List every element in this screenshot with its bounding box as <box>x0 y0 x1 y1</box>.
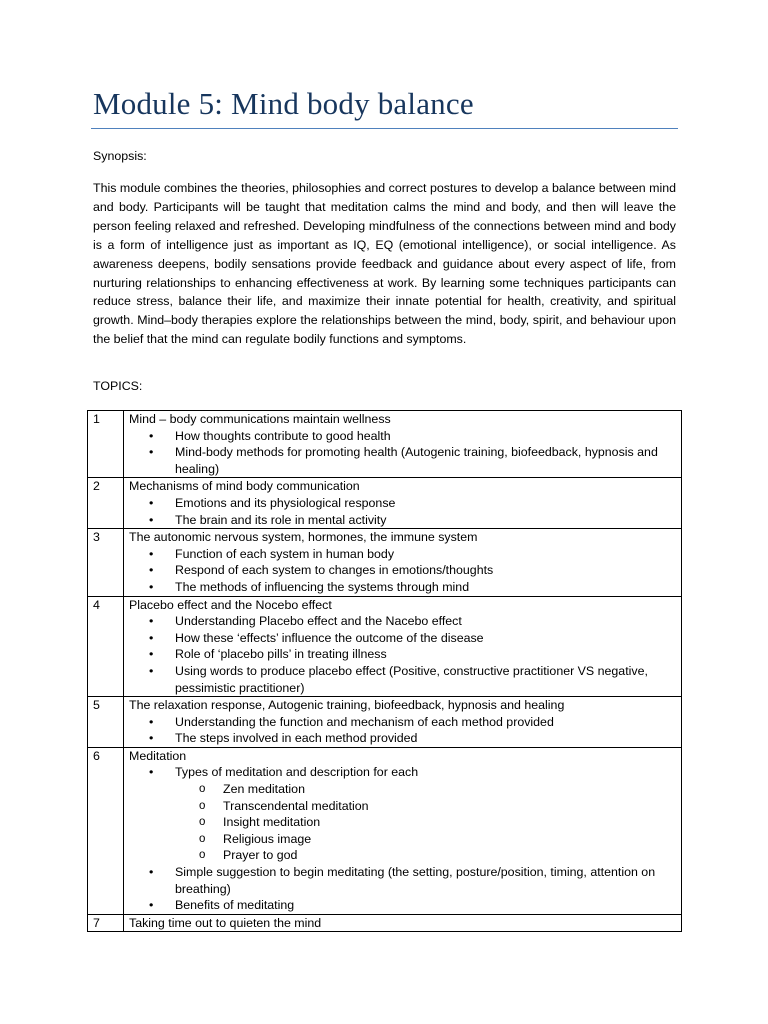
topic-heading: Meditation <box>129 748 187 763</box>
list-item <box>129 579 675 596</box>
list-item <box>129 730 675 747</box>
sub-list-item: o Zen meditation <box>129 781 675 798</box>
topic-heading: Mechanisms of mind body communication <box>129 479 360 494</box>
topic-content <box>124 914 682 932</box>
topic-number: 7 <box>88 914 124 932</box>
sub-list-item: o Religious image <box>129 831 675 848</box>
bullet-text: Benefits of meditating <box>175 898 295 913</box>
topic-bullet-list <box>129 613 675 696</box>
bullet-text: The methods of influencing the systems through mind <box>175 579 470 594</box>
bullet-text: Using words to produce placebo effect (Positive, constructive practitioner VS negative, pessimistic practitioner) <box>175 663 648 695</box>
bullet-text: Emotions and its physiological response <box>175 495 396 510</box>
bullet-text: Understanding the function and mechanism of each method provided <box>175 714 554 729</box>
topics-table <box>87 410 682 932</box>
bullet-text: How thoughts contribute to good health <box>175 428 391 443</box>
list-item <box>129 630 675 647</box>
bullet-text: Mind-body methods for promoting health (Autogenic training, biofeedback, hypnosis and healing) <box>175 445 658 476</box>
list-item <box>129 512 675 529</box>
topic-heading: Placebo effect and the Nocebo effect <box>129 597 332 612</box>
topic-bullet-list <box>129 764 675 913</box>
table-row <box>88 747 682 914</box>
list-item <box>129 663 675 696</box>
topic-number: 5 <box>88 697 124 748</box>
bullet-text: The brain and its role in mental activity <box>175 512 387 527</box>
topics-table-body <box>88 411 682 932</box>
title-underline <box>91 128 678 129</box>
table-row <box>88 529 682 596</box>
list-item <box>129 546 675 563</box>
topics-label: TOPICS: <box>93 379 143 393</box>
topic-number: 2 <box>88 478 124 529</box>
topic-number: 4 <box>88 596 124 697</box>
list-item <box>129 444 675 477</box>
list-item <box>129 646 675 663</box>
bullet-text: Function of each system in human body <box>175 546 395 561</box>
topic-content <box>124 478 682 529</box>
list-item <box>129 495 675 512</box>
topic-heading: The autonomic nervous system, hormones, the immune system <box>129 530 478 545</box>
topic-number: 6 <box>88 747 124 914</box>
list-item <box>129 764 675 864</box>
list-item <box>129 897 675 914</box>
table-row <box>88 596 682 697</box>
bullet-text: Respond of each system to changes in emotions/thoughts <box>175 563 494 578</box>
topic-content <box>124 596 682 697</box>
synopsis-label: Synopsis: <box>93 149 147 163</box>
topic-heading: Taking time out to quieten the mind <box>129 915 322 930</box>
list-item <box>129 714 675 731</box>
bullet-text: How these ‘effects’ influence the outcome of the disease <box>175 630 484 645</box>
list-item <box>129 864 675 897</box>
sub-bullet-list <box>175 781 675 864</box>
list-item <box>129 428 675 445</box>
topic-content <box>124 529 682 596</box>
table-row <box>88 914 682 932</box>
table-row <box>88 411 682 478</box>
table-row <box>88 697 682 748</box>
list-item <box>129 562 675 579</box>
topic-number: 3 <box>88 529 124 596</box>
synopsis-paragraph: This module combines the theories, philosophies and correct postures to develop a balance between mind and body. Participants will be taught that meditation calms the mind and body, and then will leave the person feeling relaxed and refreshed. Developing mindfulness of the connections between mind and body is a form of intelligence just as important as IQ, EQ (emotional intelligence), or social intelligence. As awareness deepens, bodily sensations provide feedback and guidance about every aspect of life, from nurturing relationships to enhancing effectiveness at work. By learning some techniques participants can reduce stress, balance their life, and maximize their innate potential for health, creativity, and spiritual growth. Mind–body therapies explore the relationships between the mind, body, spirit, and behaviour upon the belief that the mind can regulate bodily functions and symptoms. <box>93 181 676 347</box>
topic-bullet-list <box>129 546 675 596</box>
topic-bullet-list <box>129 428 675 478</box>
sub-list-item: o Transcendental meditation <box>129 798 675 815</box>
bullet-text: Understanding Placebo effect and the Nacebo effect <box>175 614 462 629</box>
list-item <box>129 613 675 630</box>
topic-content <box>124 697 682 748</box>
topic-heading: Mind – body communications maintain wellness <box>129 412 391 426</box>
bullet-text: The steps involved in each method provided <box>175 731 418 746</box>
topic-content <box>124 747 682 914</box>
topic-bullet-list <box>129 495 675 528</box>
topic-number: 1 <box>88 411 124 478</box>
topic-heading: The relaxation response, Autogenic training, biofeedback, hypnosis and healing <box>129 698 565 713</box>
topic-content <box>124 411 682 478</box>
sub-list-item: o Insight meditation <box>129 814 675 831</box>
bullet-text: Types of meditation and description for each <box>175 765 419 780</box>
bullet-text: Role of ‘placebo pills’ in treating illness <box>175 647 387 662</box>
page-title: Module 5: Mind body balance <box>93 86 474 121</box>
table-row <box>88 478 682 529</box>
sub-list-item: o Prayer to god <box>129 847 675 864</box>
bullet-text: Simple suggestion to begin meditating (the setting, posture/position, timing, attention on breathing) <box>175 865 656 896</box>
topic-bullet-list <box>129 714 675 747</box>
